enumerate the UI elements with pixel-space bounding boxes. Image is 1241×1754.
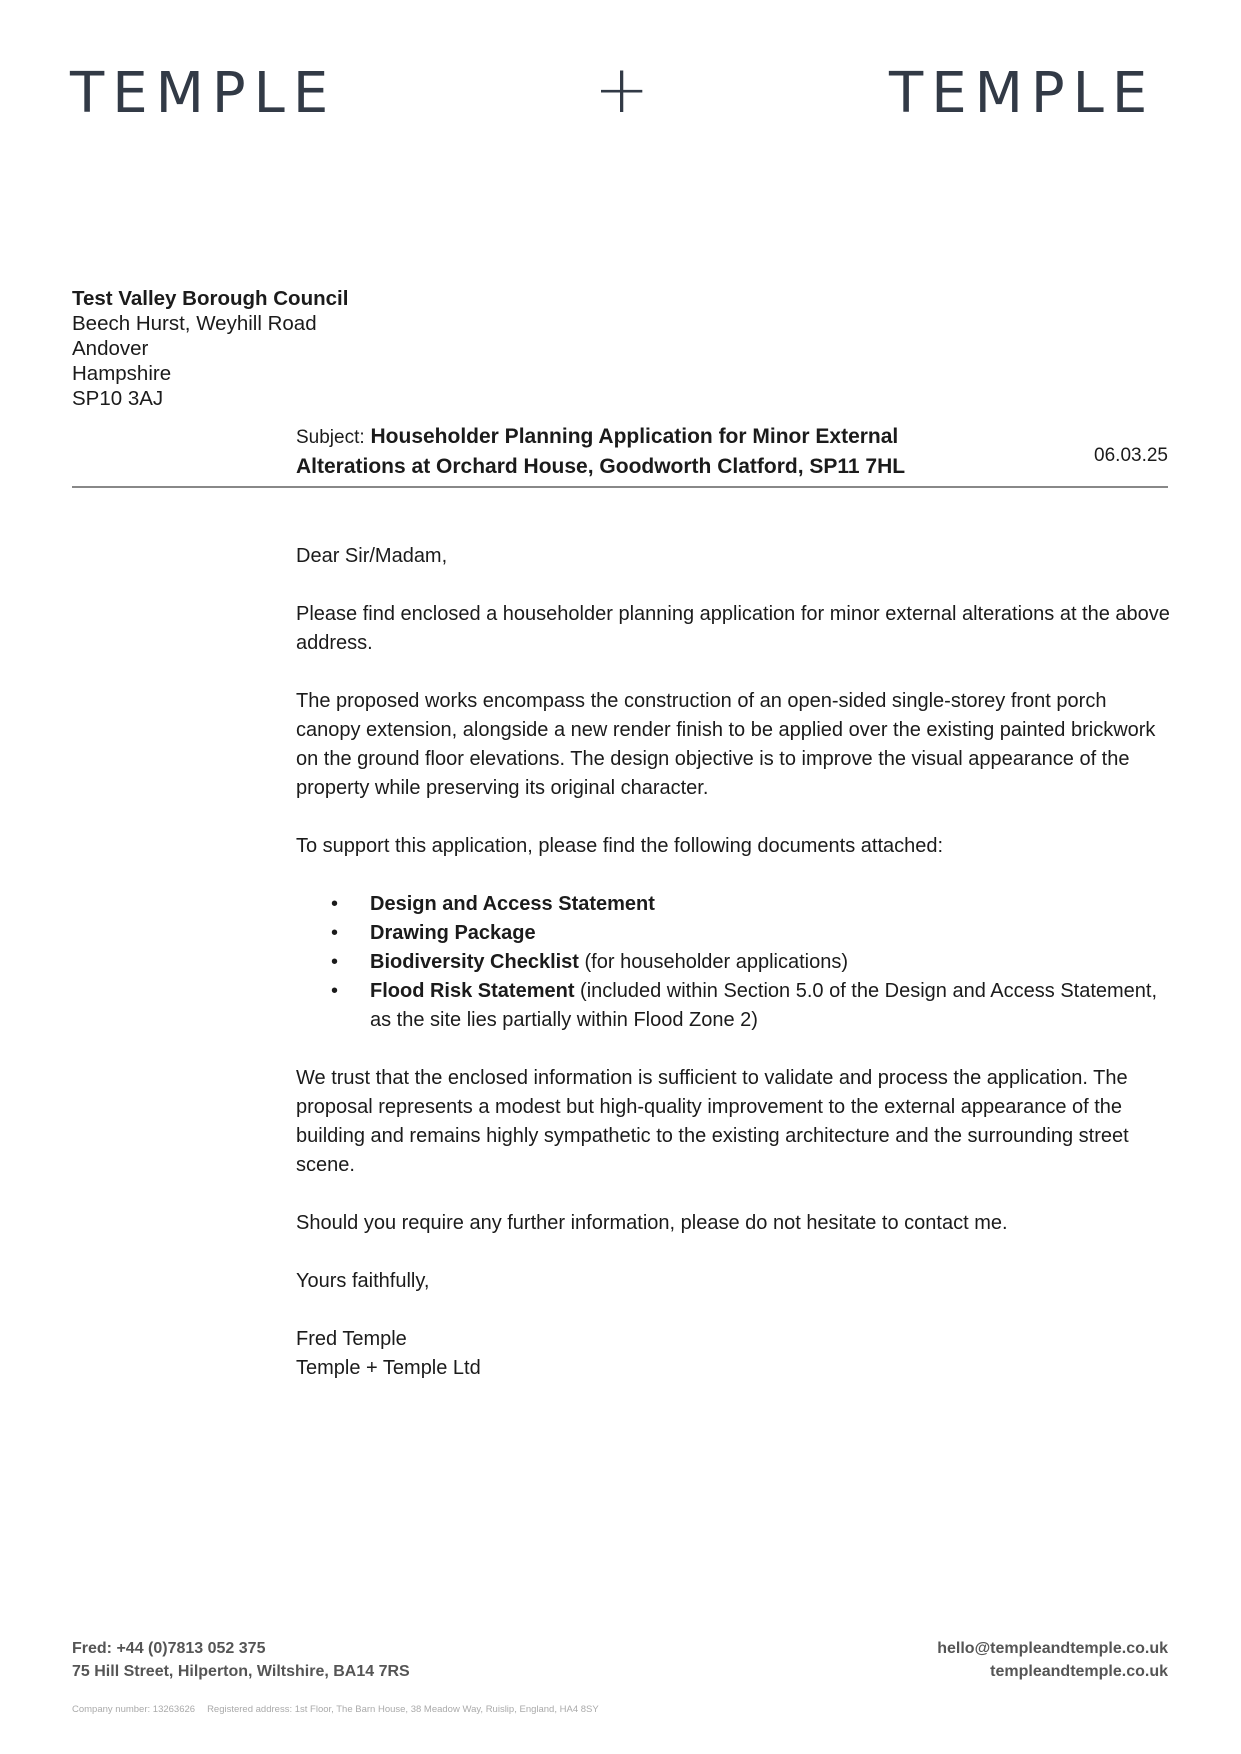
address-line: Beech Hurst, Weyhill Road (72, 312, 317, 335)
company-number: Company number: 13263626 (72, 1704, 196, 1715)
list-item: • Design and Access Statement (370, 890, 1176, 919)
paragraph: Please find enclosed a householder planning application for minor external alterations at the above address. (296, 603, 1170, 654)
recipient-name: Test Valley Borough Council (72, 287, 349, 310)
subject-label: Subject: (296, 427, 365, 448)
bullet-icon: • (331, 893, 339, 915)
subject-line-2: Alterations at Orchard House, Goodworth Clatford, SP11 7HL (296, 455, 906, 478)
bullet-icon: • (331, 922, 339, 944)
list-item: • Biodiversity Checklist (for householder applications) (370, 948, 1176, 977)
logo-temple-right: TEMPLE (889, 61, 1156, 126)
footer-address: 75 Hill Street, Hilperton, Wiltshire, BA14 7RS (72, 1663, 410, 1680)
letter-date: 06.03.25 (1094, 445, 1168, 466)
address-line: Andover (72, 337, 149, 360)
footer-website[interactable]: templeandtemple.co.uk (990, 1663, 1168, 1680)
footer-web (937, 1637, 1168, 1683)
paragraph: The proposed works encompass the construction of an open-sided single-storey front porch canopy extension, alongside a new render finish to be applied over the existing painted brickwork on the ground floor elevations. The design objective is to improve the visual appearance of the property while preserving its original character. (296, 690, 1156, 799)
documents-list (296, 890, 1176, 1035)
paragraph: To support this application, please find the following documents attached: (296, 835, 944, 857)
registered-address: Registered address: 1st Floor, The Barn House, 38 Meadow Way, Ruislip, England, HA4 8SY (207, 1704, 599, 1715)
divider (72, 486, 1168, 488)
logo-temple-left: TEMPLE (70, 61, 337, 126)
address-line: SP10 3AJ (72, 387, 164, 410)
closing: Yours faithfully, (296, 1270, 430, 1292)
paragraph: We trust that the enclosed information is sufficient to validate and process the application. The proposal represents a modest but high-quality improvement to the external appearance of the building and remains highly sympathetic to the existing architecture and the surrounding street scene. (296, 1067, 1129, 1176)
subject (296, 422, 905, 481)
signatory-company: Temple + Temple Ltd (296, 1357, 481, 1379)
paragraph: Should you require any further information, please do not hesitate to contact me. (296, 1212, 1008, 1234)
bullet-icon: • (331, 951, 339, 973)
signatory: Fred Temple (296, 1328, 407, 1350)
list-item: • Drawing Package (370, 919, 1176, 948)
recipient-address (72, 286, 348, 411)
footer-legal (72, 1704, 611, 1715)
address-line: Hampshire (72, 362, 172, 385)
footer-contact (72, 1637, 410, 1683)
subject-line-1: Householder Planning Application for Minor External (370, 425, 899, 448)
footer-email[interactable]: hello@templeandtemple.co.uk (937, 1640, 1168, 1657)
logo-plus: + (594, 51, 650, 128)
list-item: • Flood Risk Statement (included within Section 5.0 of the Design and Access Statement, as the site lies partially within Flood Zone 2) (370, 977, 1176, 1035)
footer-phone: Fred: +44 (0)7813 052 375 (72, 1640, 266, 1657)
bullet-icon: • (331, 980, 339, 1002)
salutation: Dear Sir/Madam, (296, 545, 448, 567)
letter-body (296, 542, 1176, 1383)
